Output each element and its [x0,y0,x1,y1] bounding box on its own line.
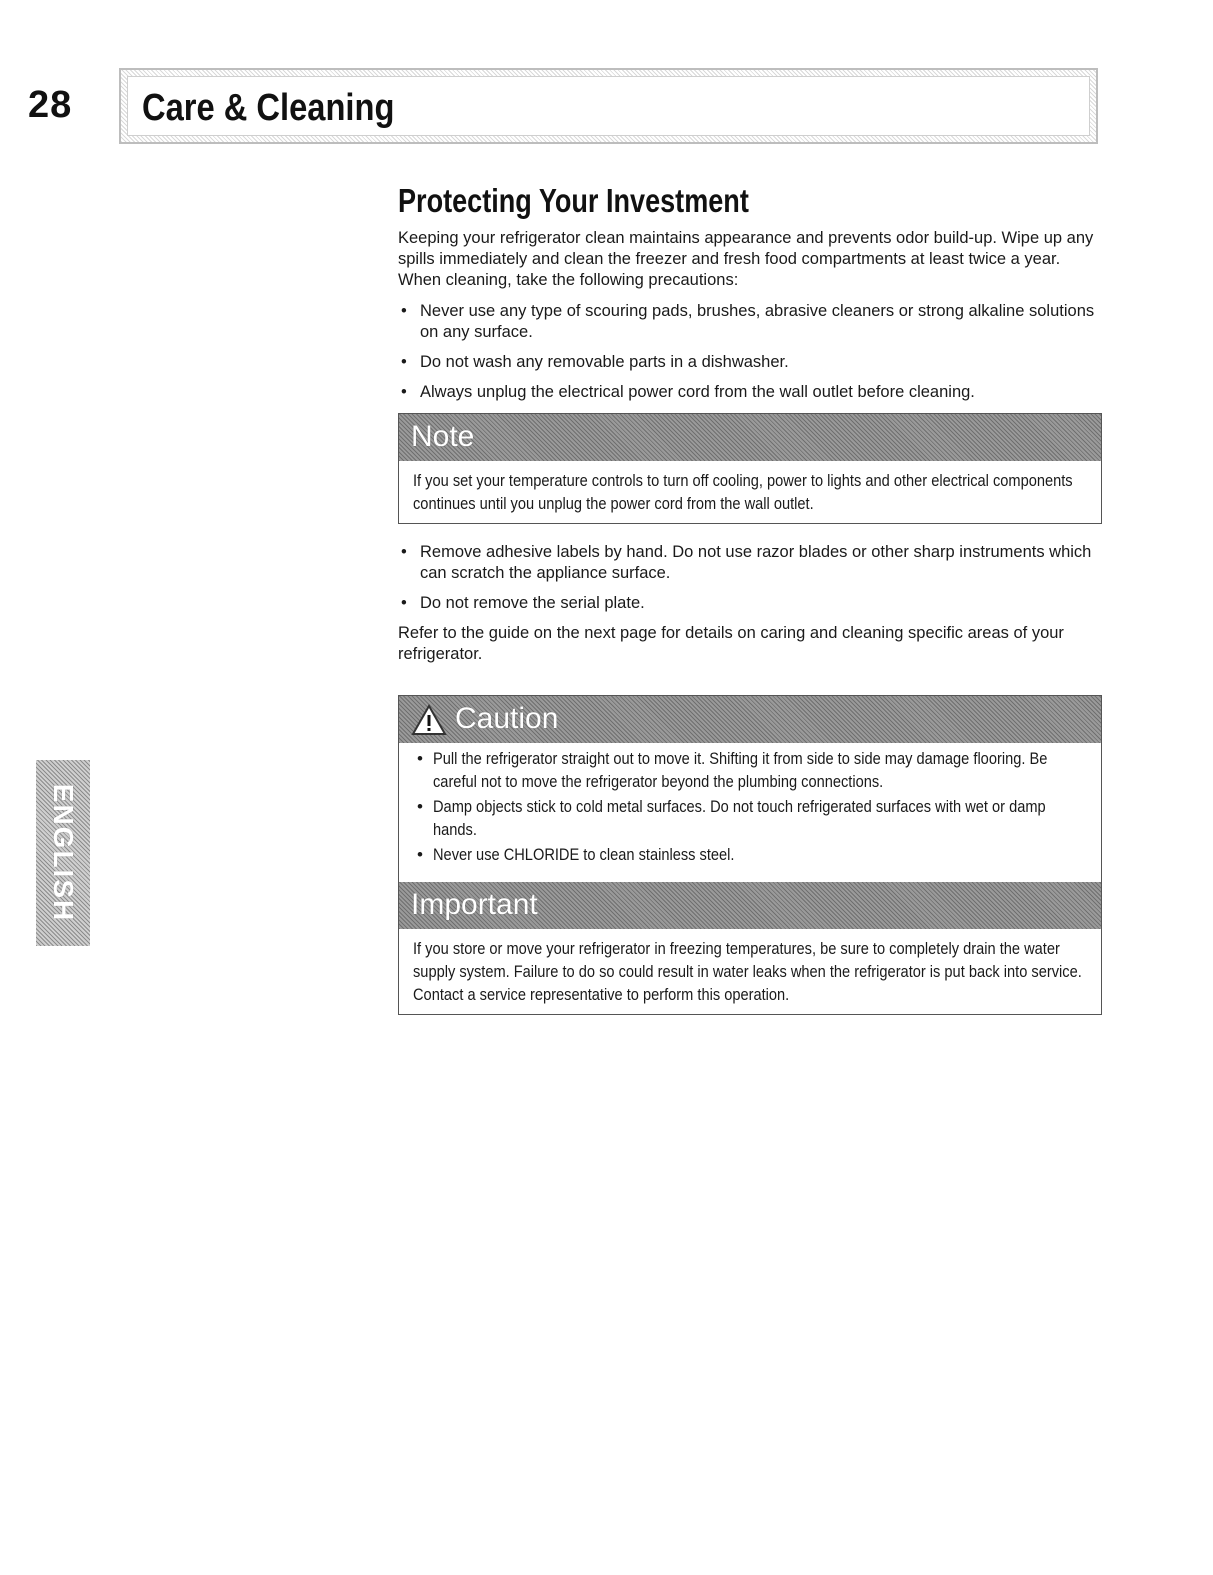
page-number: 28 [28,84,73,126]
language-side-tab [36,760,90,946]
caution-header [399,696,1101,743]
closing-paragraph: Refer to the guide on the next page for details on caring and cleaning specific areas of your refrigerator. [398,624,1064,663]
section-header-inner [127,76,1090,136]
list-item: • Always unplug the electrical power cord from the wall outlet before cleaning. [398,382,1102,403]
note-box [398,413,1102,524]
caution-body [399,743,1101,876]
caution-item-text: Never use CHLORIDE to clean stainless steel. [433,845,735,864]
list-item: • Remove adhesive labels by hand. Do not use razor blades or other sharp instruments which can scratch the appliance surface. [398,542,1102,584]
list-item [413,843,1089,866]
list-item: • Do not wash any removable parts in a dishwasher. [398,352,1102,373]
section-title: Protecting Your Investment [398,182,749,219]
caution-title: Caution [455,702,559,735]
list-item: • Do not remove the serial plate. [398,593,1102,614]
warning-triangle-icon [411,704,447,736]
list-item: • Never use any type of scouring pads, brushes, abrasive cleaners or strong alkaline solutions on any surface. [398,301,1102,343]
important-text: If you store or move your refrigerator in freezing temperatures, be sure to completely drain the water supply system. Failure to do so could result in water leaks when the refrigerator is put back into service. Contact a service representative to perform this operation. [413,939,1082,1004]
chapter-title: Care & Cleaning [142,87,395,129]
precautions-list-1 [398,301,1102,403]
main-content [398,182,1102,1015]
note-text: If you set your temperature controls to turn off cooling, power to lights and other electrical components continues until you unplug the power cord from the wall outlet. [413,471,1073,513]
important-body [399,929,1101,1014]
note-title: Note [411,420,475,453]
precautions-list-2 [398,542,1102,614]
important-header [399,882,1101,929]
caution-box [398,695,1102,1015]
note-header [399,414,1101,461]
list-item [413,795,1089,841]
section-header-bar [119,68,1098,144]
important-title: Important [411,888,538,921]
caution-item-text: Pull the refrigerator straight out to move it. Shifting it from side to side may damage flooring. Be careful not to move the refrigerator beyond the plumbing connections. [433,749,1048,791]
intro-paragraph: Keeping your refrigerator clean maintains appearance and prevents odor build-up. Wipe up any spills immediately and clean the freezer and fresh food compartments at least twice a year. When cleaning, take the following precautions: [398,229,1094,289]
note-body [399,461,1101,523]
list-item [413,747,1089,793]
language-tab-label: ENGLISH [48,783,79,923]
caution-list [413,747,1089,866]
caution-item-text: Damp objects stick to cold metal surfaces. Do not touch refrigerated surfaces with wet or damp hands. [433,797,1046,839]
